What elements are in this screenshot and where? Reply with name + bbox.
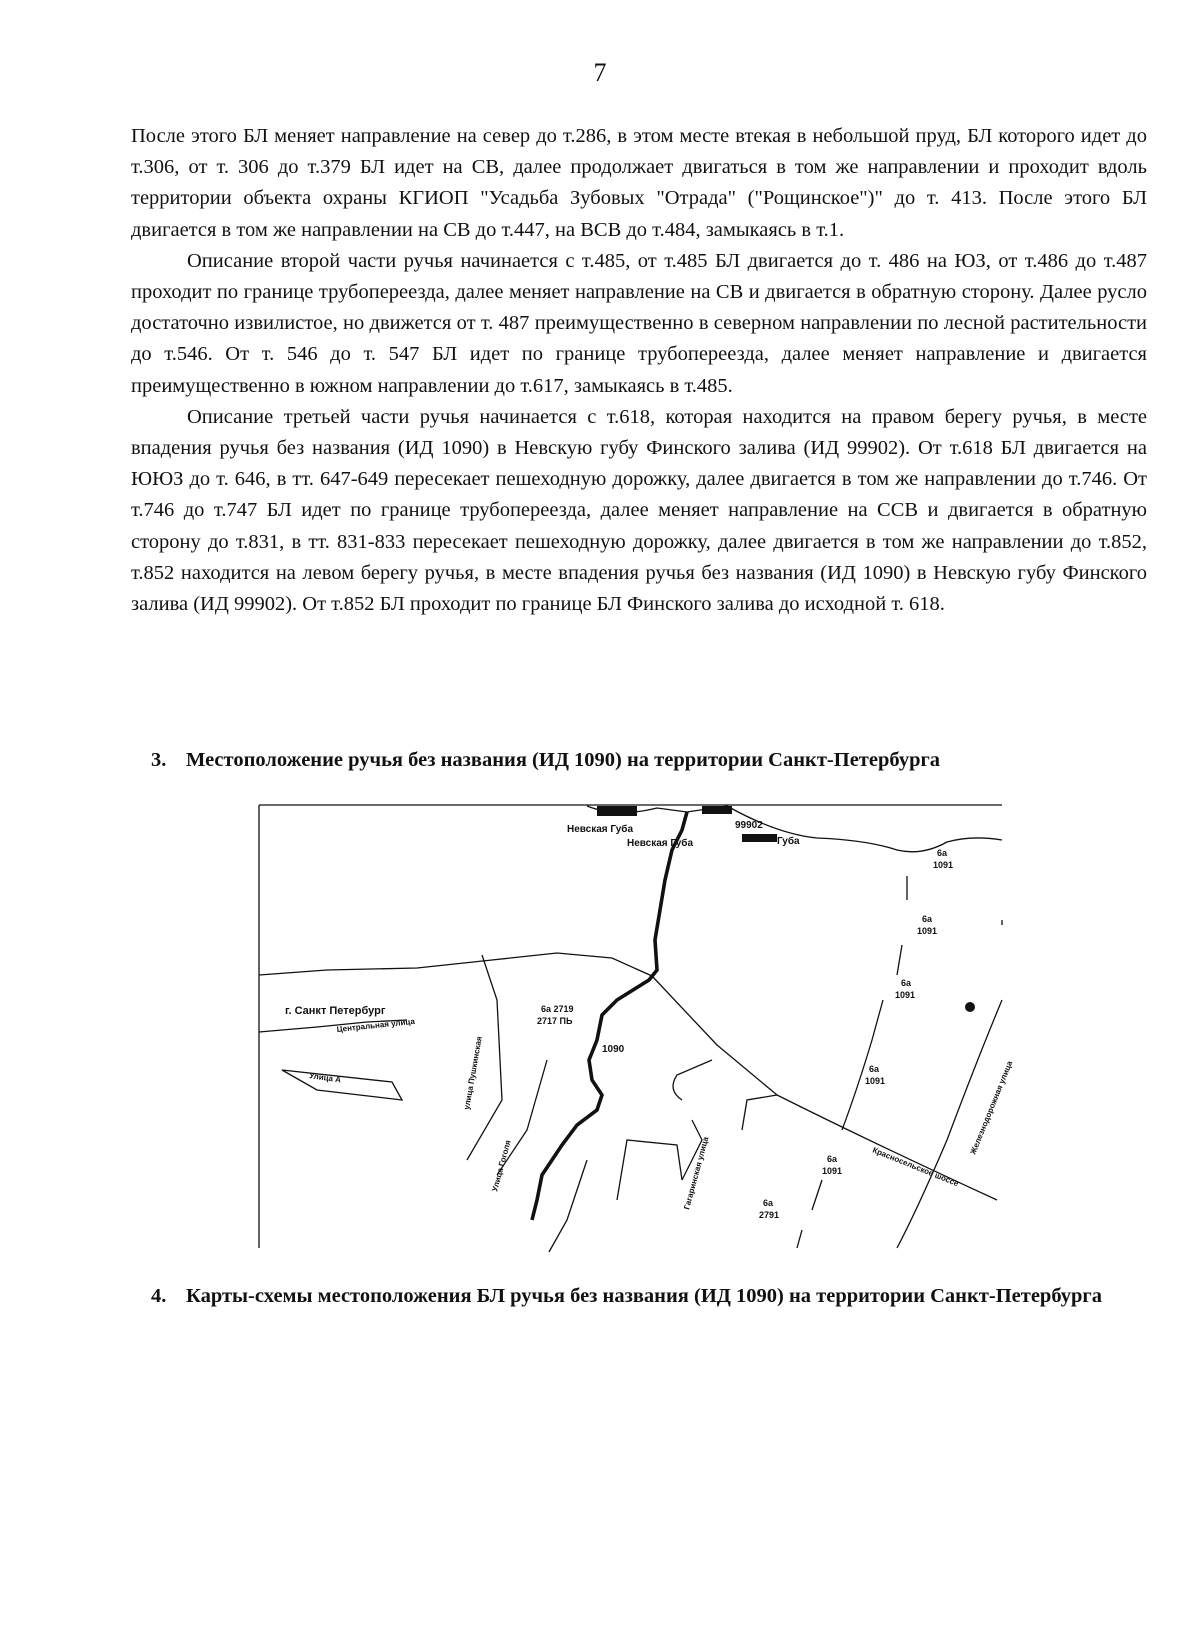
block-lower <box>617 1140 682 1200</box>
section-4-title: Карты-схемы местоположения БЛ ручья без названия (ИД 1090) на территории Санкт-Петербурга <box>186 1285 1102 1307</box>
body-text <box>131 121 1147 620</box>
label-2791: 2791 <box>759 1210 780 1220</box>
pond-outline <box>673 1060 712 1100</box>
label-1091-3: 1091 <box>895 990 916 1000</box>
section-4-number: 4. <box>151 1285 167 1307</box>
label-6a-3: 6а <box>901 978 912 988</box>
label-1091-1: 1091 <box>933 860 954 870</box>
label-6a-5: 6а <box>827 1154 838 1164</box>
label-1090: 1090 <box>602 1044 625 1055</box>
label-6a-4: 6а <box>869 1064 880 1074</box>
blot-top-mid <box>702 806 732 814</box>
label-1091-5: 1091 <box>822 1166 843 1176</box>
blot-guba <box>742 834 777 842</box>
label-6a-2: 6а <box>922 914 933 924</box>
paragraph-1: После этого БЛ меняет направление на север до т.286, в этом месте втекая в небольшой пруд, БЛ которого идет до т.306, от т. 306 до т.379 БЛ идет на СВ, далее продолжает двигаться в том же направлении и проходит вдоль территории объекта охраны КГИОП "Усадьба Зубовых "Отрада" ("Рощинское")" до т. 413. После этого БЛ двигается в том же направлении на СВ до т.447, на ВСВ до т.484, замыкаясь в т.1. <box>131 125 1147 241</box>
section-4-heading <box>151 1281 1147 1312</box>
label-nevskaya-guba-2: Невская Губа <box>627 838 694 849</box>
blot-top-left <box>597 806 637 816</box>
label-6a-1: 6а <box>937 848 948 858</box>
paragraph-3: Описание третьей части ручья начинается с т.618, которая находится на правом берегу ручья, в месте впадения ручья без названия (ИД 1090) в Невскую губу Финского залива (ИД 99902). От т.618 БЛ двигается на ЮЮЗ до т. 646, в тт. 647-649 пересекает пешеходную дорожку, далее двигается в том же направлении до т.746. От т.746 до т.747 БЛ идет по границе трубопереезда, далее меняет направление на ССВ и двигается в обратную сторону до т.831, в тт. 831-833 пересекает пешеходную дорожку, далее двигается в том же направлении до т.852, т.852 находится на левом берегу ручья, в месте впадения ручья без названия (ИД 1090) в Невскую губу Финского залива (ИД 99902). От т.852 БЛ проходит по границе БЛ Финского залива до исходной т. 618. <box>131 405 1147 616</box>
label-1091-4: 1091 <box>865 1076 886 1086</box>
section-3-title: Местоположение ручья без названия (ИД 1090) на территории Санкт-Петербурга <box>186 749 941 771</box>
boundary-1 <box>259 953 652 976</box>
label-guba-3: Губа <box>777 836 800 847</box>
label-street-right: Железнодорожная улица <box>968 1059 1015 1156</box>
section-3-number: 3. <box>151 749 167 771</box>
blot-right <box>965 1002 975 1012</box>
label-street-vertical-2: Улица Гоголя <box>490 1139 513 1193</box>
street-a-block <box>282 1070 402 1100</box>
label-nevskaya-guba-1: Невская Губа <box>567 824 634 835</box>
paragraph-2: Описание второй части ручья начинается с т.485, от т.485 БЛ двигается до т. 486 на ЮЗ, от т.486 до т.487 проходит по границе трубопереезда, далее меняет направление на СВ и двигается в обратную сторону. Далее русло достаточно извилистое, но движется от т. 487 преимущественно в северном направлении по лесной растительности до т.546. От т. 546 до т. 547 БЛ идет по границе трубопереезда, далее меняет направление и двигается преимущественно в южном направлении до т.617, замыкаясь в т.485. <box>131 249 1147 397</box>
map-drawing <box>257 800 1015 1252</box>
label-1091-2: 1091 <box>917 926 938 936</box>
stream-right-dashed <box>797 876 907 1248</box>
label-mid: 6а 2719 <box>541 1004 574 1014</box>
label-highway: Красносельское шоссе <box>871 1145 960 1189</box>
label-street-vertical-1: улица Пушкинская <box>462 1035 484 1111</box>
label-6a-6: 6а <box>763 1198 774 1208</box>
label-street-vertical-3: Гагаринская улица <box>682 1135 711 1211</box>
street-vertical-3-line <box>549 1160 587 1252</box>
page-number: 7 <box>593 58 607 87</box>
label-city: г. Санкт Петербург <box>285 1005 386 1017</box>
label-99902: 99902 <box>735 820 763 831</box>
label-street-a: Улица А <box>308 1071 342 1085</box>
location-map <box>257 800 1015 1252</box>
road-branch <box>742 1095 777 1130</box>
label-mid2: 2717 ПЬ <box>537 1016 573 1026</box>
section-3-heading <box>151 745 1147 776</box>
label-street-central: Центральная улица <box>336 1016 416 1034</box>
